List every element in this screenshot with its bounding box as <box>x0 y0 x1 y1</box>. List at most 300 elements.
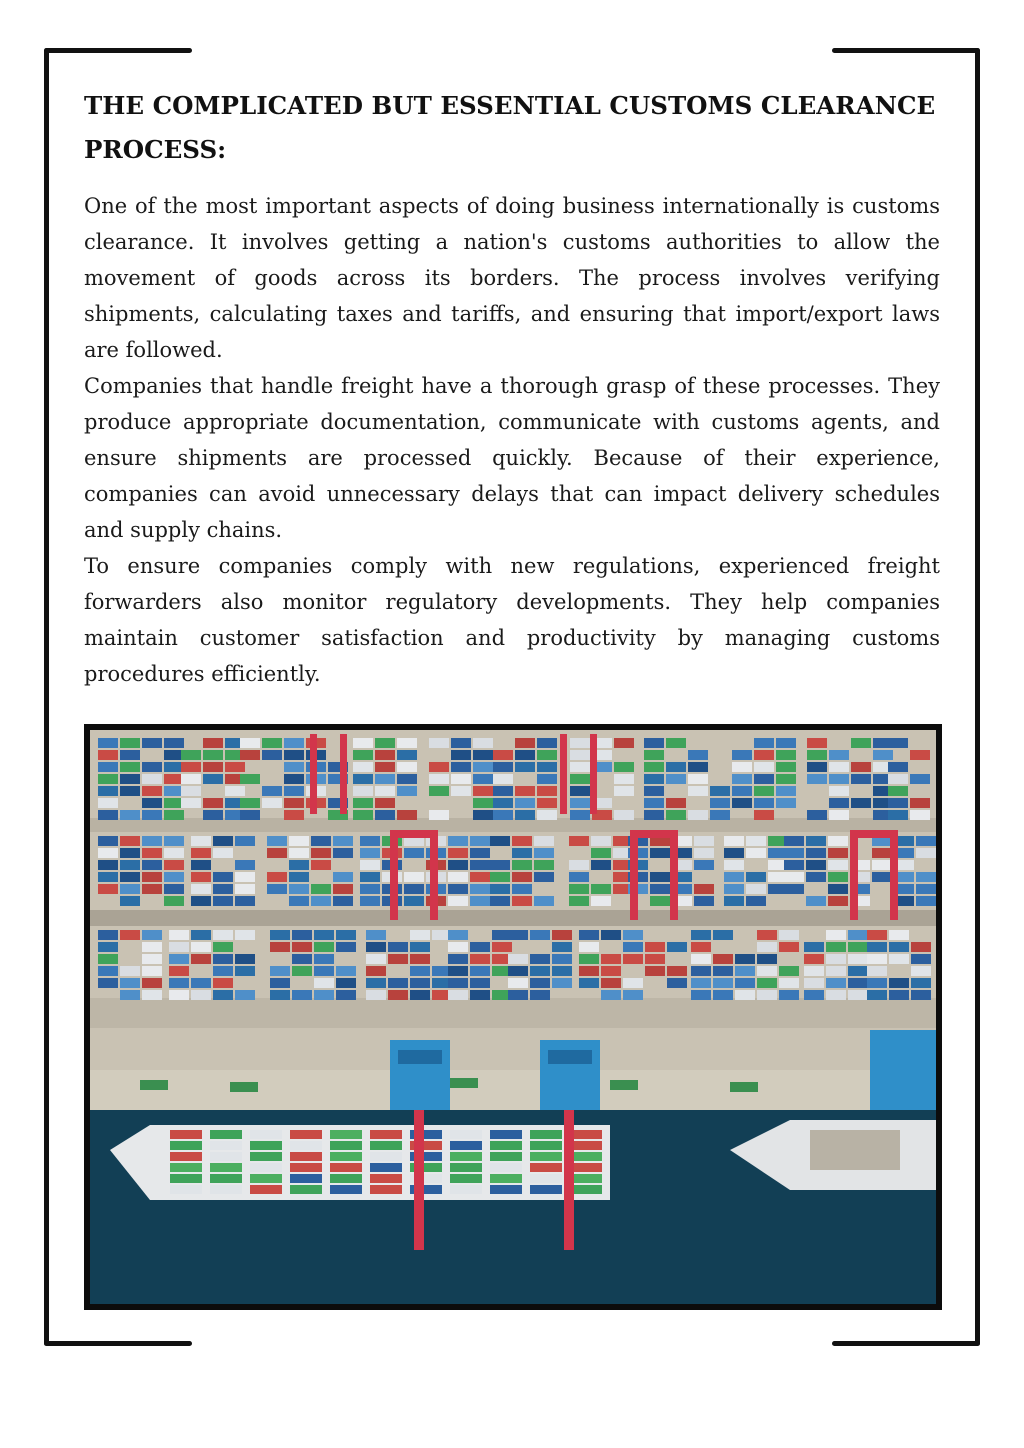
shipping-container <box>120 978 140 988</box>
shipping-container <box>754 798 774 808</box>
shipping-container <box>213 990 233 1000</box>
shipping-container <box>848 990 868 1000</box>
dock-road <box>90 818 936 832</box>
shipping-container <box>366 978 386 988</box>
shipping-container <box>601 990 621 1000</box>
shipping-container <box>250 1130 282 1139</box>
shipping-container <box>336 942 356 952</box>
shipping-container <box>828 884 848 894</box>
shipping-container <box>735 966 755 976</box>
shipping-container <box>360 836 380 846</box>
shipping-container <box>784 884 804 894</box>
shipping-container <box>210 1174 242 1183</box>
shipping-container <box>450 1141 482 1150</box>
shipping-container <box>776 738 796 748</box>
shipping-container <box>579 930 599 940</box>
shipping-container <box>213 896 233 906</box>
shipping-container <box>213 930 233 940</box>
shipping-container <box>530 1185 562 1194</box>
shipping-container <box>120 930 140 940</box>
shipping-container <box>724 896 744 906</box>
gantry-crane <box>430 830 438 920</box>
shipping-container <box>191 872 211 882</box>
shipping-container <box>826 990 846 1000</box>
shipping-container <box>120 762 140 772</box>
shipping-container <box>353 786 373 796</box>
shipping-container <box>829 798 849 808</box>
shipping-container <box>289 848 309 858</box>
shipping-container <box>370 1163 402 1172</box>
shipping-container <box>552 978 572 988</box>
shipping-container <box>512 872 532 882</box>
shipping-container <box>314 978 334 988</box>
shipping-container <box>289 896 309 906</box>
shipping-container <box>235 930 255 940</box>
shipping-container <box>776 786 796 796</box>
shipping-container <box>867 954 887 964</box>
shipping-container <box>397 810 417 820</box>
shipping-container <box>804 954 824 964</box>
shipping-container <box>333 884 353 894</box>
shipping-container <box>142 738 162 748</box>
shipping-container <box>829 810 849 820</box>
shipping-container <box>591 860 611 870</box>
shipping-container <box>732 762 752 772</box>
shipping-container <box>98 798 118 808</box>
shipping-container <box>235 872 255 882</box>
shipping-container <box>213 942 233 952</box>
shipping-container <box>448 896 468 906</box>
shipping-container <box>530 1141 562 1150</box>
shipping-container <box>492 942 512 952</box>
shipping-container <box>336 978 356 988</box>
shipping-container <box>314 954 334 964</box>
shipping-container <box>691 930 711 940</box>
shipping-container <box>333 848 353 858</box>
shipping-container <box>512 848 532 858</box>
shipping-container <box>746 872 766 882</box>
shipping-container <box>515 750 535 760</box>
shipping-container <box>353 762 373 772</box>
shipping-container <box>694 836 714 846</box>
shipping-container <box>213 884 233 894</box>
shipping-container <box>170 1174 202 1183</box>
shipping-container <box>429 786 449 796</box>
shipping-container <box>889 990 909 1000</box>
shipping-container <box>203 774 223 784</box>
shipping-container <box>142 966 162 976</box>
gantry-crane <box>670 830 678 920</box>
shipping-container <box>250 1141 282 1150</box>
shipping-container <box>650 896 670 906</box>
shipping-container <box>694 884 714 894</box>
shipping-container <box>98 966 118 976</box>
shipping-container <box>142 930 162 940</box>
shipping-container <box>404 896 424 906</box>
shipping-container <box>142 762 162 772</box>
shipping-container <box>164 884 184 894</box>
dock-road <box>90 910 936 926</box>
shipping-container <box>98 750 118 760</box>
shipping-container <box>330 1152 362 1161</box>
shipping-container <box>867 978 887 988</box>
shipping-container <box>120 860 140 870</box>
shipping-container <box>267 884 287 894</box>
shipping-container <box>270 942 290 952</box>
shipping-container <box>314 990 334 1000</box>
shipping-container <box>534 872 554 882</box>
ship-deck <box>810 1130 900 1170</box>
shipping-container <box>142 798 162 808</box>
shipping-container <box>534 836 554 846</box>
shipping-container <box>450 1174 482 1183</box>
shipping-container <box>169 990 189 1000</box>
shipping-container <box>784 860 804 870</box>
shipping-container <box>688 750 708 760</box>
shipping-container <box>666 738 686 748</box>
shipping-container <box>292 930 312 940</box>
shipping-container <box>375 774 395 784</box>
shipping-container <box>120 786 140 796</box>
shipping-container <box>570 1152 602 1161</box>
port-photo-frame <box>84 724 942 1310</box>
shipping-container <box>591 836 611 846</box>
shipping-container <box>292 942 312 952</box>
shipping-container <box>614 786 634 796</box>
shipping-container <box>916 836 936 846</box>
shipping-container <box>644 738 664 748</box>
shipping-container <box>490 872 510 882</box>
shipping-container <box>314 942 334 952</box>
shipping-container <box>375 786 395 796</box>
dock-road <box>90 998 936 1028</box>
shipping-container <box>828 872 848 882</box>
shipping-container <box>142 774 162 784</box>
gantry-crane <box>850 830 898 838</box>
shipping-container <box>290 1185 322 1194</box>
shipping-container <box>270 978 290 988</box>
shipping-container <box>330 1185 362 1194</box>
shipping-container <box>579 942 599 952</box>
shipping-container <box>311 884 331 894</box>
shipping-container <box>448 884 468 894</box>
corner-bracket-top-right-v <box>975 48 980 1346</box>
shipping-container <box>448 966 468 976</box>
shipping-container <box>284 738 304 748</box>
shipping-container <box>142 978 162 988</box>
shipping-container <box>450 1163 482 1172</box>
shipping-container <box>270 990 290 1000</box>
shipping-container <box>191 954 211 964</box>
shipping-container <box>570 762 590 772</box>
shipping-container <box>784 836 804 846</box>
shipping-container <box>250 1163 282 1172</box>
shipping-container <box>366 954 386 964</box>
shipping-container <box>181 762 201 772</box>
shipping-container <box>120 848 140 858</box>
shipping-container <box>191 930 211 940</box>
shipping-container <box>388 990 408 1000</box>
shipping-container <box>98 978 118 988</box>
shipping-container <box>493 750 513 760</box>
shipping-container <box>451 774 471 784</box>
shipping-container <box>448 954 468 964</box>
shipping-container <box>644 786 664 796</box>
shipping-container <box>493 810 513 820</box>
shipping-container <box>164 848 184 858</box>
shipping-container <box>490 1152 522 1161</box>
shipping-container <box>210 1163 242 1172</box>
shipping-container <box>807 738 827 748</box>
shipping-container <box>448 836 468 846</box>
shipping-container <box>508 966 528 976</box>
shipping-container <box>470 884 490 894</box>
shipping-container <box>120 774 140 784</box>
shipping-container <box>98 930 118 940</box>
shipping-container <box>746 836 766 846</box>
shipping-container <box>623 942 643 952</box>
shipping-container <box>235 896 255 906</box>
shipping-container <box>776 798 796 808</box>
shipping-container <box>667 966 687 976</box>
shipping-container <box>851 798 871 808</box>
shipping-container <box>142 884 162 894</box>
shipping-container <box>724 848 744 858</box>
shipping-container <box>779 942 799 952</box>
shipping-container <box>644 762 664 772</box>
shipping-container <box>311 860 331 870</box>
shipping-container <box>746 884 766 894</box>
shipping-container <box>98 738 118 748</box>
shipping-container <box>735 990 755 1000</box>
shipping-container <box>916 848 936 858</box>
shipping-container <box>410 930 430 940</box>
shipping-container <box>98 860 118 870</box>
shipping-container <box>360 896 380 906</box>
shipping-container <box>284 798 304 808</box>
shipping-container <box>470 990 490 1000</box>
shipping-container <box>473 762 493 772</box>
shipping-container <box>473 750 493 760</box>
shipping-container <box>732 786 752 796</box>
shipping-container <box>888 786 908 796</box>
shipping-container <box>910 810 930 820</box>
shipping-container <box>754 750 774 760</box>
shipping-container <box>353 798 373 808</box>
shipping-container <box>210 1141 242 1150</box>
shipping-container <box>142 786 162 796</box>
shipping-container <box>142 954 162 964</box>
shipping-container <box>191 896 211 906</box>
shipping-container <box>404 884 424 894</box>
corner-bracket-bottom-right-h <box>832 1341 980 1346</box>
shipping-container <box>330 1141 362 1150</box>
shipping-container <box>353 738 373 748</box>
shipping-container <box>537 798 557 808</box>
shipping-container <box>867 930 887 940</box>
shipping-container <box>530 978 550 988</box>
shipping-container <box>404 872 424 882</box>
shipping-container <box>360 872 380 882</box>
shipping-container <box>375 750 395 760</box>
shipping-container <box>142 810 162 820</box>
shipping-container <box>470 896 490 906</box>
shipping-container <box>375 762 395 772</box>
shipping-container <box>210 1130 242 1139</box>
shipping-container <box>757 990 777 1000</box>
shipping-container <box>470 978 490 988</box>
shipping-container <box>410 942 430 952</box>
shipping-container <box>601 930 621 940</box>
shipping-container <box>290 1174 322 1183</box>
shipping-container <box>910 798 930 808</box>
shipping-container <box>732 774 752 784</box>
shipping-container <box>333 896 353 906</box>
shipping-container <box>754 762 774 772</box>
quay-crane-boom <box>414 1110 424 1250</box>
shipping-container <box>694 860 714 870</box>
shipping-container <box>644 750 664 760</box>
shipping-container <box>473 786 493 796</box>
shipping-container <box>569 836 589 846</box>
shipping-container <box>888 762 908 772</box>
gantry-crane <box>630 830 638 920</box>
shipping-container <box>614 738 634 748</box>
shipping-container <box>450 1185 482 1194</box>
shipping-container <box>591 848 611 858</box>
shipping-container <box>292 966 312 976</box>
shipping-container <box>534 860 554 870</box>
shipping-container <box>757 966 777 976</box>
shipping-container <box>867 942 887 952</box>
shipping-container <box>508 930 528 940</box>
shipping-container <box>120 896 140 906</box>
shipping-container <box>784 848 804 858</box>
shipping-container <box>170 1163 202 1172</box>
shipping-container <box>889 978 909 988</box>
shipping-container <box>848 978 868 988</box>
shipping-container <box>451 738 471 748</box>
shipping-container <box>470 860 490 870</box>
shipping-container <box>181 774 201 784</box>
shipping-container <box>776 762 796 772</box>
corner-bracket-bottom-left-h <box>44 1341 192 1346</box>
shipping-container <box>191 848 211 858</box>
shipping-container <box>370 1185 402 1194</box>
shipping-container <box>169 978 189 988</box>
shipping-container <box>724 872 744 882</box>
shipping-container <box>142 990 162 1000</box>
shipping-container <box>713 978 733 988</box>
shipping-container <box>120 884 140 894</box>
shipping-container <box>691 942 711 952</box>
shipping-container <box>120 872 140 882</box>
shipping-container <box>916 896 936 906</box>
shipping-container <box>235 836 255 846</box>
shipping-container <box>98 872 118 882</box>
shipping-container <box>537 750 557 760</box>
shipping-container <box>410 990 430 1000</box>
shipping-container <box>713 954 733 964</box>
shipping-container <box>828 896 848 906</box>
shipping-container <box>181 750 201 760</box>
shipping-container <box>570 1185 602 1194</box>
shipping-container <box>388 942 408 952</box>
shipping-container <box>290 1152 322 1161</box>
shipping-container <box>591 896 611 906</box>
shipping-container <box>311 836 331 846</box>
shipping-container <box>757 942 777 952</box>
shipping-container <box>570 798 590 808</box>
paragraph-3: To ensure companies comply with new regulations, experienced freight forwarders also monitor regulatory developments. They help companies maintain customer satisfaction and productivity by managing customs procedures efficiently. <box>84 554 940 686</box>
shipping-container <box>570 738 590 748</box>
shipping-container <box>225 762 245 772</box>
shipping-container <box>735 978 755 988</box>
shipping-container <box>916 884 936 894</box>
article-body <box>84 188 940 692</box>
shipping-container <box>776 774 796 784</box>
shipping-container <box>806 860 826 870</box>
shipping-container <box>250 1185 282 1194</box>
shipping-container <box>552 966 572 976</box>
shipping-container <box>473 738 493 748</box>
shipping-container <box>804 966 824 976</box>
shipping-container <box>579 966 599 976</box>
shipping-container <box>530 930 550 940</box>
shipping-container <box>872 848 892 858</box>
shipping-container <box>225 786 245 796</box>
shipping-container <box>120 738 140 748</box>
shipping-container <box>289 836 309 846</box>
shipping-container <box>370 1174 402 1183</box>
shipping-container <box>889 942 909 952</box>
shipping-container <box>779 966 799 976</box>
shipping-container <box>688 786 708 796</box>
shipping-container <box>888 810 908 820</box>
shipping-container <box>779 978 799 988</box>
shipping-container <box>757 930 777 940</box>
shipping-container <box>889 930 909 940</box>
shipping-container <box>490 1163 522 1172</box>
shipping-container <box>250 1174 282 1183</box>
shipping-container <box>410 954 430 964</box>
shipping-container <box>203 762 223 772</box>
truck <box>730 1082 758 1092</box>
shipping-container <box>191 884 211 894</box>
gantry-crane <box>310 734 317 814</box>
shipping-container <box>537 786 557 796</box>
shipping-container <box>534 896 554 906</box>
shipping-container <box>779 930 799 940</box>
shipping-container <box>601 954 621 964</box>
shipping-container <box>213 872 233 882</box>
shipping-container <box>170 1152 202 1161</box>
shipping-container <box>650 884 670 894</box>
shipping-container <box>806 872 826 882</box>
shipping-container <box>164 810 184 820</box>
shipping-container <box>170 1130 202 1139</box>
shipping-container <box>570 774 590 784</box>
shipping-container <box>872 872 892 882</box>
shipping-container <box>120 836 140 846</box>
shipping-container <box>829 762 849 772</box>
shipping-container <box>552 954 572 964</box>
shipping-container <box>210 1152 242 1161</box>
shipping-container <box>289 884 309 894</box>
shipping-container <box>292 954 312 964</box>
shipping-container <box>490 860 510 870</box>
shipping-container <box>806 896 826 906</box>
